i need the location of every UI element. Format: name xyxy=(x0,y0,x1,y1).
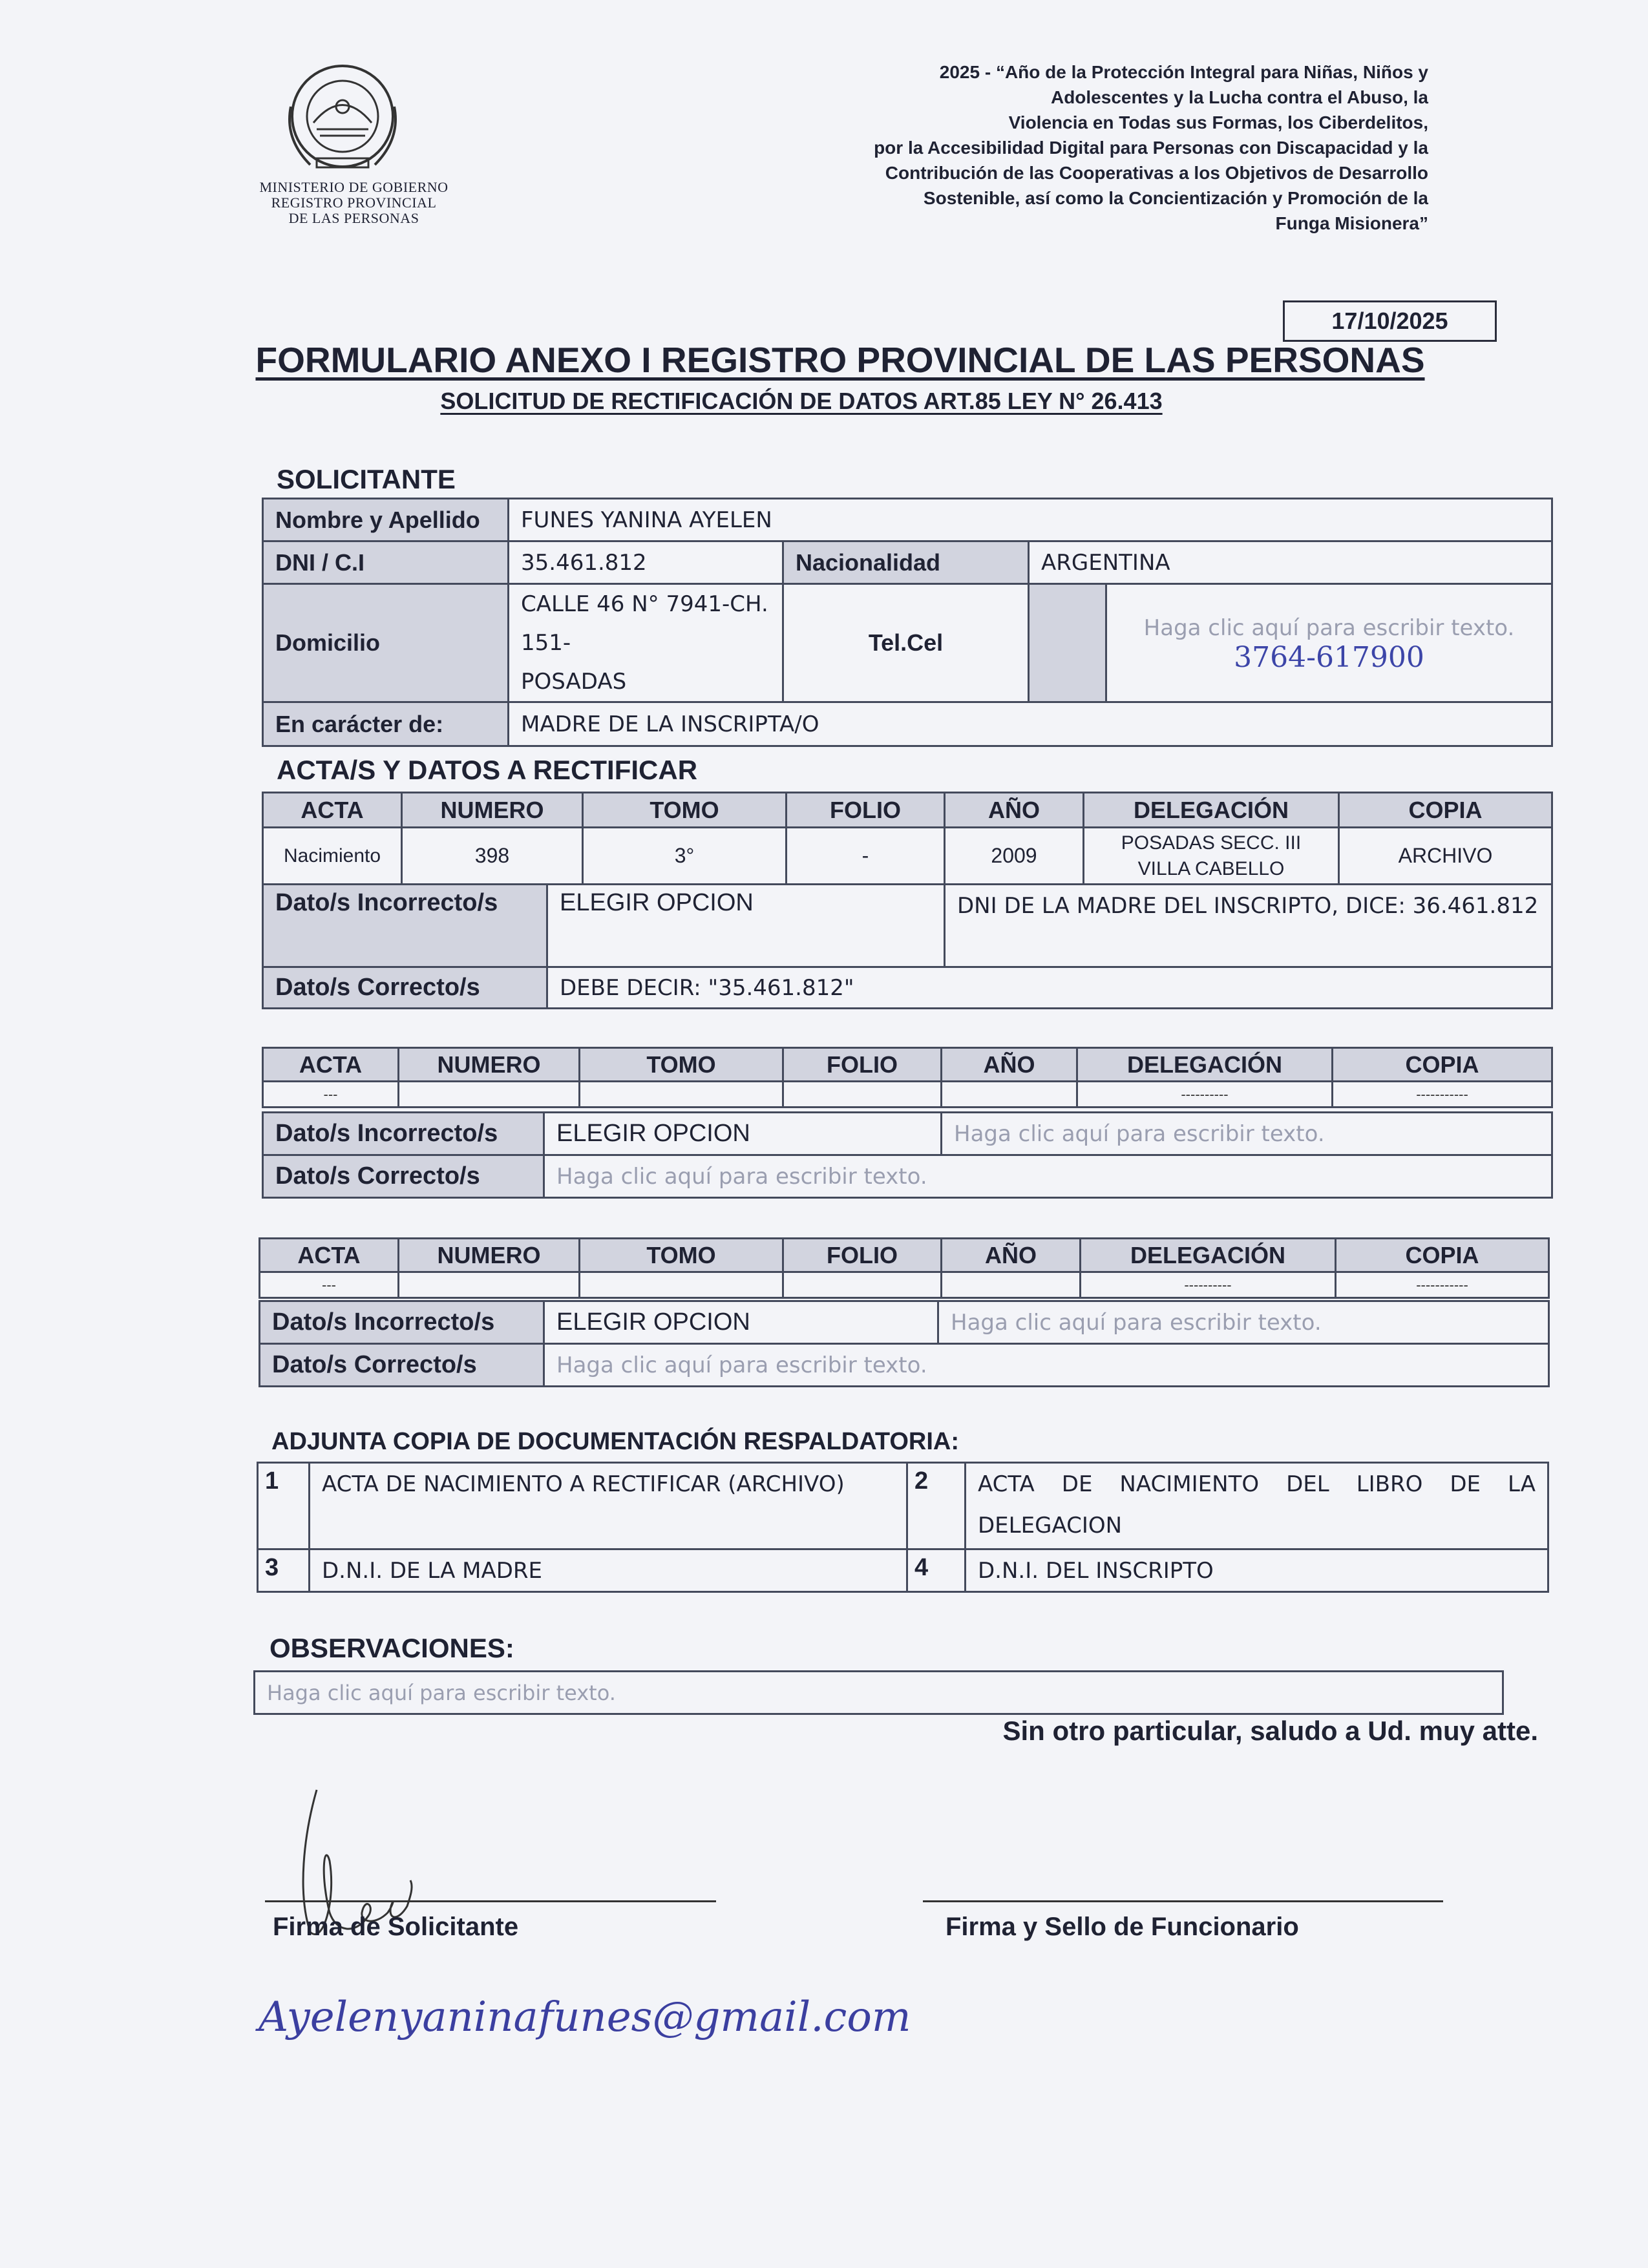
correcto-label: Dato/s Correcto/s xyxy=(260,1344,544,1387)
domicilio-field[interactable]: CALLE 46 N° 7941-CH. 151- POSADAS xyxy=(509,584,783,702)
incorrecto-field[interactable]: Haga clic aquí para escribir texto. xyxy=(942,1113,1552,1155)
elegir-opcion-select[interactable]: ELEGIR OPCION xyxy=(544,1113,942,1155)
observaciones-heading: OBSERVACIONES: xyxy=(269,1633,514,1663)
tomo-col-header: TOMO xyxy=(580,1239,783,1272)
copia-col-header: COPIA xyxy=(1336,1239,1549,1272)
adjunta-item-number: 2 xyxy=(907,1463,966,1549)
dni-label: DNI / C.I xyxy=(263,541,509,584)
copia-col-header: COPIA xyxy=(1333,1048,1552,1082)
acta-data-table-1 xyxy=(262,883,1553,1009)
caracter-label: En carácter de: xyxy=(263,702,509,746)
tel-handwritten: 3764-617900 xyxy=(1234,641,1424,674)
folio-field[interactable] xyxy=(783,1082,942,1108)
incorrecto-field[interactable]: DNI DE LA MADRE DEL INSCRIPTO, DICE: 36.461.812 xyxy=(945,885,1552,967)
tomo-col-header: TOMO xyxy=(580,1048,783,1082)
acta-table-3 xyxy=(259,1237,1550,1299)
anio-col-header: AÑO xyxy=(942,1048,1077,1082)
solicitante-table xyxy=(262,498,1553,747)
elegir-opcion-select[interactable]: ELEGIR OPCION xyxy=(547,885,945,967)
applicant-signature-line xyxy=(265,1900,716,1902)
acta-col-header: ACTA xyxy=(260,1239,399,1272)
firma-funcionario-label: Firma y Sello de Funcionario xyxy=(945,1913,1299,1941)
year-motto: 2025 - “Año de la Protección Integral para Niñas, Niños y Adolescentes y la Lucha contra el Abuso, la Violencia en Todas sus Formas, los Ciberdelitos, por la Accesibilidad Digital para Personas con Discapacidad y la Contribución de las Cooperativas a los Objetivos de Desarrollo Sostenible, así como la Concientización y Promoción de la Funga Misionera” xyxy=(874,62,1428,233)
folio-col-header: FOLIO xyxy=(783,1239,942,1272)
delegacion-col-header: DELEGACIÓN xyxy=(1084,793,1339,828)
handwritten-email: Ayelenyaninafunes@gmail.com xyxy=(259,1993,911,2041)
anio-field[interactable] xyxy=(942,1082,1077,1108)
acta-col-header: ACTA xyxy=(263,1048,399,1082)
acta-field[interactable]: Nacimiento xyxy=(263,828,402,885)
delegacion-col-header: DELEGACIÓN xyxy=(1081,1239,1336,1272)
adjunta-item[interactable]: ACTA DE NACIMIENTO DEL LIBRO DE LA DELEGACION xyxy=(966,1463,1548,1549)
adjunta-item-number: 1 xyxy=(258,1463,310,1549)
adjunta-heading: ADJUNTA COPIA DE DOCUMENTACIÓN RESPALDATORIA: xyxy=(271,1428,959,1455)
nombre-label: Nombre y Apellido xyxy=(263,499,509,541)
nombre-field[interactable]: FUNES YANINA AYELEN xyxy=(509,499,1552,541)
correcto-label: Dato/s Correcto/s xyxy=(263,967,547,1009)
dni-field[interactable]: 35.461.812 xyxy=(509,541,783,584)
acta-field[interactable]: --- xyxy=(260,1272,399,1298)
anio-field[interactable]: 2009 xyxy=(945,828,1084,885)
adjunta-item-number: 4 xyxy=(907,1549,966,1592)
nacionalidad-field[interactable]: ARGENTINA xyxy=(1029,541,1552,584)
delegacion-field[interactable]: POSADAS SECC. III VILLA CABELLO xyxy=(1084,828,1339,885)
tel-label: Tel.Cel xyxy=(783,584,1029,702)
observaciones-table xyxy=(253,1670,1504,1715)
numero-field[interactable] xyxy=(399,1082,580,1108)
anio-col-header: AÑO xyxy=(942,1239,1081,1272)
folio-col-header: FOLIO xyxy=(783,1048,942,1082)
copia-field[interactable]: ----------- xyxy=(1333,1082,1552,1108)
province-seal xyxy=(278,61,407,184)
correcto-field[interactable]: Haga clic aquí para escribir texto. xyxy=(544,1155,1552,1198)
incorrecto-field[interactable]: Haga clic aquí para escribir texto. xyxy=(938,1301,1549,1344)
acta-table-1 xyxy=(262,792,1553,885)
tel-field[interactable]: Haga clic aquí para escribir texto. 3764-617900 xyxy=(1106,584,1552,702)
anio-col-header: AÑO xyxy=(945,793,1084,828)
incorrecto-label: Dato/s Incorrecto/s xyxy=(260,1301,544,1344)
form-subtitle: SOLICITUD DE RECTIFICACIÓN DE DATOS ART.85 LEY N° 26.413 xyxy=(440,388,1163,414)
acta-field[interactable]: --- xyxy=(263,1082,399,1108)
domicilio-label: Domicilio xyxy=(263,584,509,702)
delegacion-col-header: DELEGACIÓN xyxy=(1077,1048,1333,1082)
tomo-col-header: TOMO xyxy=(583,793,787,828)
official-signature-line xyxy=(923,1900,1443,1902)
tomo-field[interactable] xyxy=(580,1272,783,1298)
folio-field[interactable] xyxy=(783,1272,942,1298)
observaciones-field[interactable]: Haga clic aquí para escribir texto. xyxy=(255,1672,1503,1714)
firma-solicitante-label: Firma de Solicitante xyxy=(273,1913,519,1941)
correcto-label: Dato/s Correcto/s xyxy=(263,1155,544,1198)
incorrecto-label: Dato/s Incorrecto/s xyxy=(263,885,547,967)
elegir-opcion-select[interactable]: ELEGIR OPCION xyxy=(544,1301,938,1344)
folio-field[interactable]: - xyxy=(787,828,945,885)
ministry-name: MINISTERIO DE GOBIERNO REGISTRO PROVINCIAL DE LAS PERSONAS xyxy=(259,179,449,226)
form-title: FORMULARIO ANEXO I REGISTRO PROVINCIAL DE LAS PERSONAS xyxy=(255,340,1425,380)
solicitante-heading: SOLICITANTE xyxy=(277,464,456,494)
actas-heading: ACTA/S Y DATOS A RECTIFICAR xyxy=(277,755,698,785)
adjunta-item[interactable]: D.N.I. DE LA MADRE xyxy=(310,1549,907,1592)
numero-col-header: NUMERO xyxy=(399,1239,580,1272)
numero-field[interactable]: 398 xyxy=(402,828,583,885)
numero-field[interactable] xyxy=(399,1272,580,1298)
acta-col-header: ACTA xyxy=(263,793,402,828)
numero-col-header: NUMERO xyxy=(399,1048,580,1082)
acta-data-table-3 xyxy=(259,1300,1550,1387)
numero-col-header: NUMERO xyxy=(402,793,583,828)
anio-field[interactable] xyxy=(942,1272,1081,1298)
copia-field[interactable]: ----------- xyxy=(1336,1272,1549,1298)
caracter-field[interactable]: MADRE DE LA INSCRIPTA/O xyxy=(509,702,1552,746)
tomo-field[interactable] xyxy=(580,1082,783,1108)
adjunta-item-number: 3 xyxy=(258,1549,310,1592)
delegacion-field[interactable]: ---------- xyxy=(1077,1082,1333,1108)
incorrecto-label: Dato/s Incorrecto/s xyxy=(263,1113,544,1155)
closing-text: Sin otro particular, saludo a Ud. muy atte. xyxy=(1002,1716,1538,1746)
correcto-field[interactable]: DEBE DECIR: "35.461.812" xyxy=(547,967,1552,1009)
adjunta-item[interactable]: D.N.I. DEL INSCRIPTO xyxy=(966,1549,1548,1592)
correcto-field[interactable]: Haga clic aquí para escribir texto. xyxy=(544,1344,1549,1387)
tomo-field[interactable]: 3° xyxy=(583,828,787,885)
acta-data-table-2 xyxy=(262,1111,1553,1199)
form-date[interactable]: 17/10/2025 xyxy=(1283,300,1497,342)
folio-col-header: FOLIO xyxy=(787,793,945,828)
adjunta-item[interactable]: ACTA DE NACIMIENTO A RECTIFICAR (ARCHIVO) xyxy=(310,1463,907,1549)
copia-field[interactable]: ARCHIVO xyxy=(1339,828,1552,885)
tel-spacer xyxy=(1029,584,1106,702)
copia-col-header: COPIA xyxy=(1339,793,1552,828)
acta-table-2 xyxy=(262,1047,1553,1108)
nacionalidad-label: Nacionalidad xyxy=(783,541,1029,584)
delegacion-field[interactable]: ---------- xyxy=(1081,1272,1336,1298)
adjunta-table xyxy=(257,1462,1549,1593)
